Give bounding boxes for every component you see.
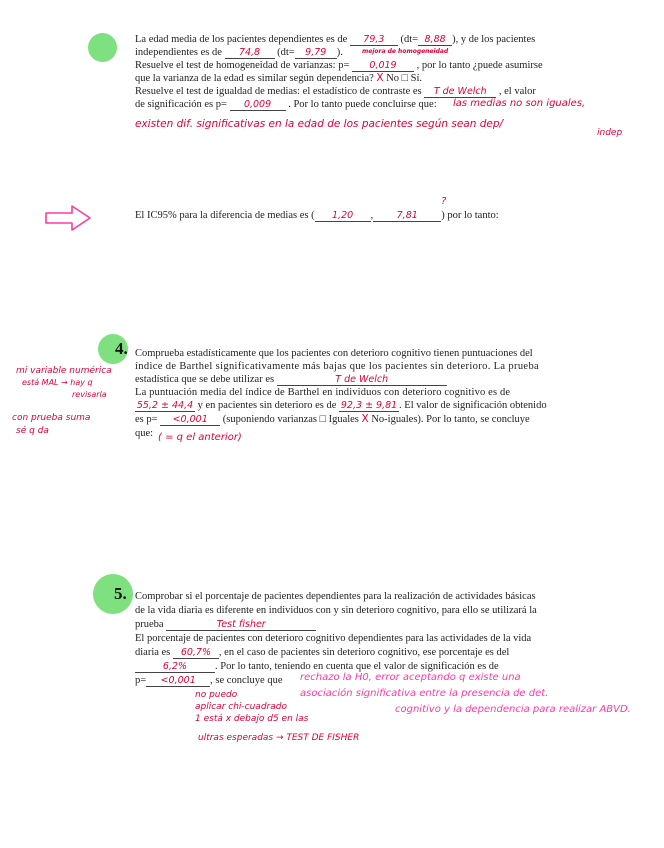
q4-line2: índice de Barthel significativamente más bajas que los pacientes sin deterioro. La prueba <box>135 361 540 372</box>
green-dot <box>88 33 117 62</box>
q3-line3 <box>135 59 543 72</box>
handwritten-conclusion: rechazo la H0, error aceptando q existe una <box>300 672 521 683</box>
sd-dep: 8,88 <box>418 34 452 46</box>
mean-det: 55,2 ± 44,4 <box>136 400 194 411</box>
green-dot <box>93 574 133 614</box>
handwritten-conclusion: indep <box>597 128 623 138</box>
q5-line1: Comprobar si el porcentaje de pacientes dependientes para la realización de actividades básicas <box>135 591 536 602</box>
q5-line5 <box>135 646 509 659</box>
text: (dt= <box>400 34 419 45</box>
q3-line6 <box>135 98 437 111</box>
text: , se concluye que <box>210 675 283 686</box>
q5-line7 <box>135 674 282 687</box>
stat-test: T de Welch <box>424 86 496 98</box>
pct-nodet: 6,2% <box>135 661 215 673</box>
question-mark: ? <box>441 196 447 207</box>
ic-low: 1,20 <box>315 210 371 222</box>
question-number: 5. <box>114 584 127 603</box>
q3-line4 <box>135 72 422 85</box>
handwritten-note: no puedo <box>195 690 238 700</box>
text: ). <box>336 47 343 58</box>
text: No □ Sí. <box>386 73 423 84</box>
text: . Por lo tanto, teniendo en cuenta que el valor de significación es de <box>215 661 499 672</box>
q5-test: Test fisher <box>166 619 316 631</box>
pct-det: 60,7% <box>173 647 219 659</box>
side-note: con prueba suma <box>12 413 91 423</box>
handwritten-conclusion: las medias no son iguales, <box>453 98 586 109</box>
text: , el valor <box>498 86 536 97</box>
text: prueba <box>135 619 164 630</box>
text: (suponiendo varianzas □ Iguales <box>222 414 359 425</box>
text: independientes es de <box>135 47 222 58</box>
mean-nodet: 92,3 ± 9,81 <box>340 400 398 411</box>
checkbox-mark: X <box>361 413 369 425</box>
q5-line2: de la vida diaria es diferente en individuos con y sin deterioro cognitivo, para ello se utilizará la <box>135 605 537 616</box>
p-homog: 0,019 <box>352 60 414 72</box>
ic-high: 7,81 <box>373 210 441 222</box>
q5-line3 <box>135 618 316 631</box>
q4-p: <0,001 <box>160 414 220 426</box>
text: ) por lo tanto: <box>441 210 499 221</box>
side-note: mi variable numérica <box>16 366 112 376</box>
q3-line5 <box>135 85 536 98</box>
ic-line <box>135 209 499 222</box>
handwritten-conclusion: asociación significativa entre la presencia de det. <box>300 688 549 699</box>
text: Resuelve el test de homogeneidad de varianzas: p= <box>135 60 350 71</box>
q3-line2 <box>135 46 343 59</box>
q5-line4: El porcentaje de pacientes con deterioro cognitivo dependientes para las actividades de la vida <box>135 633 532 644</box>
text: es p= <box>135 414 158 425</box>
handwritten-conclusion: existen dif. significativas en la edad de los pacientes según sean dep/ <box>135 118 504 130</box>
handwritten-conclusion: cognitivo y la dependencia para realizar ABVD. <box>395 704 631 715</box>
mean-indep: 74,8 <box>225 47 275 59</box>
text: que la varianza de la edad es similar según dependencia? <box>135 73 374 84</box>
handwritten-conclusion: ( = q el anterior) <box>158 432 242 443</box>
text: No-iguales). Por lo tanto, se concluye <box>371 414 530 425</box>
text: (dt= <box>277 47 295 58</box>
text: , por lo tanto ¿puede asumirse <box>416 60 543 71</box>
text: p= <box>135 675 147 686</box>
arrow-right-icon <box>44 204 92 232</box>
handwritten-note: 1 está x debajo d5 en las <box>195 714 309 724</box>
question-number: 4. <box>115 339 128 358</box>
text: La edad media de los pacientes dependientes es de <box>135 34 348 45</box>
handwritten-note: aplicar chi-cuadrado <box>195 702 287 712</box>
text: El IC95% para la diferencia de medias es ( <box>135 210 315 221</box>
text: . Por lo tanto puede concluirse que: <box>288 99 437 110</box>
mean-dep: 79,3 <box>350 34 398 46</box>
q3-line1 <box>135 33 535 46</box>
side-note: sé q da <box>16 426 49 436</box>
text: , en el caso de pacientes sin deterioro cognitivo, ese porcentaje es del <box>218 647 510 658</box>
q4-line1: Comprueba estadísticamente que los pacientes con deterioro cognitivo tienen puntuaciones del <box>135 348 533 359</box>
checkbox-mark: X <box>376 72 384 84</box>
q4-line5 <box>135 399 547 412</box>
text: , <box>370 210 374 221</box>
handwritten-note: mejora de homogeneidad <box>362 48 449 55</box>
text: ), y de los pacientes <box>452 34 536 45</box>
sd-indep: 9,79 <box>295 47 337 59</box>
handwritten-note: ultras esperadas → TEST DE FISHER <box>198 733 360 743</box>
side-note: está MAL → hay q <box>22 378 93 387</box>
q4-line6 <box>135 413 530 426</box>
q4-line4: La puntuación media del índice de Barthel en individuos con deterioro cognitivo es de <box>135 387 511 398</box>
text: diaria es <box>135 647 171 658</box>
q4-line3 <box>135 373 447 386</box>
text: y en pacientes sin deterioro es de <box>197 400 337 411</box>
q4-test: T de Welch <box>277 374 447 386</box>
q5-p: <0,001 <box>146 675 210 687</box>
text: de significación es p= <box>135 99 227 110</box>
p-means: 0,009 <box>230 99 286 111</box>
text: Resuelve el test de igualdad de medias: el estadístico de contraste es <box>135 86 422 97</box>
text: estadística que se debe utilizar es <box>135 374 275 385</box>
text: . El valor de significación obtenido <box>399 400 547 411</box>
side-note: revisarla <box>72 390 107 399</box>
q4-line7: que: <box>135 428 154 439</box>
